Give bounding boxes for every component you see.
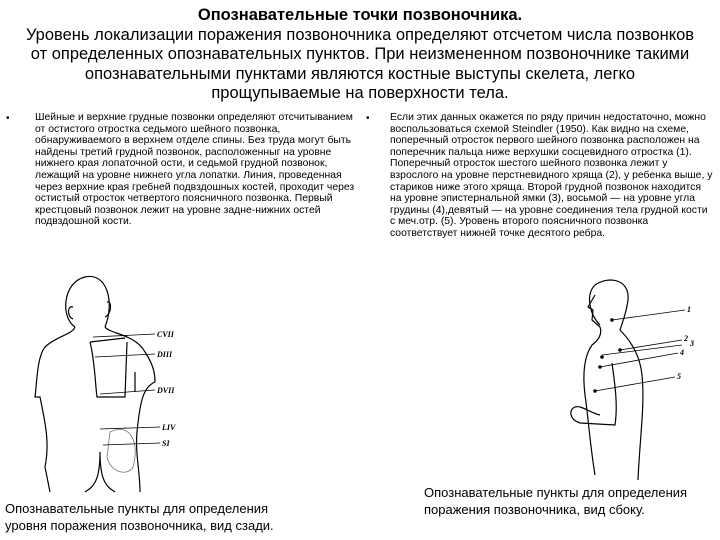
title-heading: Опознавательные точки позвоночника. [197, 6, 523, 24]
back-view-caption: Опознавательные пункты для определения уровня поражения позвоночника, вид сзади. [5, 501, 274, 533]
label-2: 2 [684, 334, 688, 343]
label-cvii: CVII [157, 330, 174, 339]
back-view-figure [15, 272, 185, 497]
bullet-marker: • [366, 113, 370, 124]
label-5: 5 [677, 372, 681, 381]
side-view-caption: Опознавательные пункты для определения поражения позвоночника, вид сбоку. [424, 485, 688, 517]
left-column-text: Шейные и верхние грудные позвонки определяют отсчитыванием от остистого отростка седьмого шейного позвонка, обнаруживаемого в верхнем отделе спины. Без труда могут быть найдены третий грудной позвонок, расположенныг на уровне нижнего края лопаточной ости, и седьмой грудной позвонок, лежащий на уровне нижнего угла лопатки. Линия, проведенная через верхние края гребней подвздошных костей, проходит через остистый отросток четвертого поясничного позвонка. Первый крестцовый позвонок лежит на уровне задне-нижних остей подвздошной кости. [35, 112, 355, 228]
label-liv: LIV [162, 423, 176, 432]
label-4: 4 [680, 348, 684, 357]
bullet-marker: • [6, 113, 10, 124]
label-3: 3 [690, 339, 694, 348]
title-body: Уровень локализации поражения позвоночника определяют отсчетом числа позвонков от определенных опознавательных пунктов. При неизмененном позвоночнике такими опознавательными пунктами являются костные выступы скелета, легко прощупываемые на поверхности тела. [25, 25, 695, 102]
label-si: SI [162, 439, 170, 448]
side-view-figure [560, 275, 700, 485]
label-diii: DIII [157, 350, 173, 359]
slide-title [20, 6, 700, 104]
label-dvii: DVII [157, 386, 175, 395]
label-1: 1 [687, 305, 691, 314]
right-column-text: Если этих данных окажется по ряду причин недостаточно, можно воспользоваться схемой Steindler (1950). Как видно на схеме, поперечный отросток первого шейного позвонка расположен на поперечник пальца ниже верхушки сосцевидного отростка (1). Поперечный отросток шестого шейного позвонка лежит у взрослого на уровне перстневидного хряща (2), у ребенка выше, у стариков ниже этого хряща. Второй грудной позвонок находится на уровне эпистернальной ямки (3), восьмой — на уровне угла грудины (4),девятый — на уровне соединения тела грудной кости с меч.отр. (5). Уровень второго поясничного позвонка соответствует нижней точке десятого ребра. [390, 112, 713, 239]
